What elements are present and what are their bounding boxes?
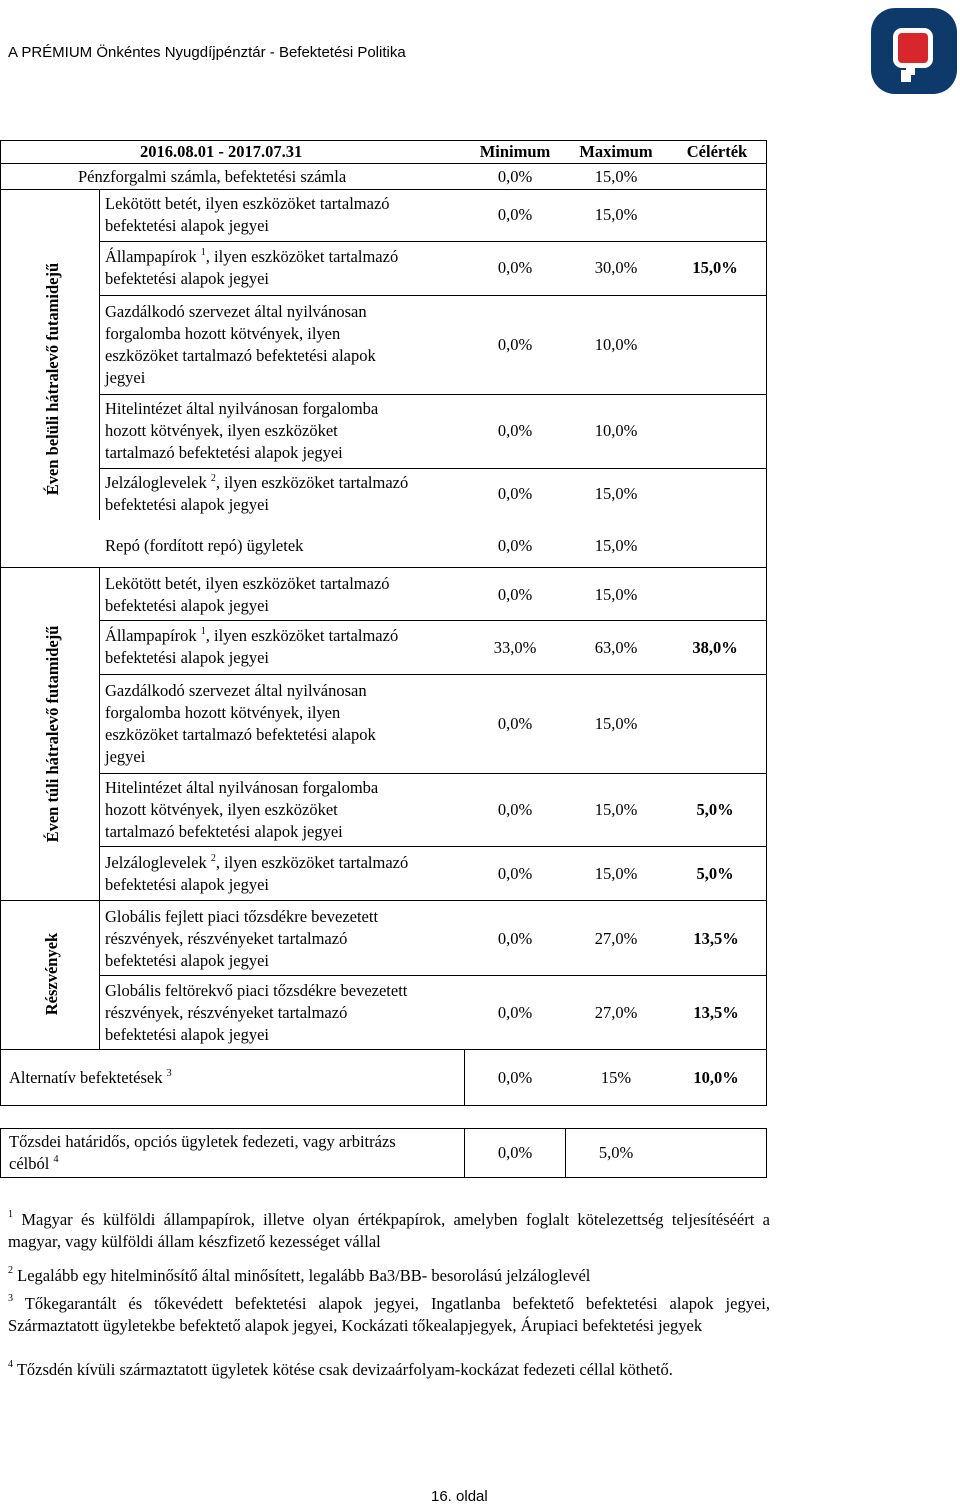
max-value: 15,0% [594, 800, 638, 819]
max-value: 15,0% [594, 484, 638, 503]
row-label-line: Tőzsdei határidős, opciós ügyletek fedezeti, vagy arbitrázs [9, 1132, 396, 1151]
footnote-ref: 1 [200, 247, 206, 258]
row-label-line: Lekötött betét, ilyen eszközöket tartalmazó [105, 574, 390, 593]
row-label-line: hozott kötvények, ilyen eszközöket [105, 421, 338, 440]
group-label-beyond-year: Éven túli hátralevő futamidejű [43, 625, 62, 843]
footnote-ref: 2 [210, 853, 216, 864]
target-value: 5,0% [696, 864, 734, 883]
max-value: 63,0% [594, 638, 638, 657]
row-label-line: forgalomba hozott kötvények, ilyen [105, 703, 341, 722]
group-label-shares: Részvények [42, 932, 61, 1016]
row-label-line: Hitelintézet által nyilvánosan forgalomba [105, 399, 379, 418]
target-value: 5,0% [696, 800, 734, 819]
footnote-ref: 3 [166, 1068, 172, 1079]
row-label-line: eszközöket tartalmazó befektetési alapok [105, 346, 376, 365]
max-value: 15,0% [594, 714, 638, 733]
min-value: 0,0% [497, 1068, 533, 1087]
target-value: 13,5% [693, 929, 739, 948]
min-value: 33,0% [493, 638, 537, 657]
min-value: 0,0% [497, 585, 533, 604]
row-label-line: Gazdálkodó szervezet által nyilvánosan [105, 302, 367, 321]
row-label-line: befektetési alapok jegyei [105, 216, 270, 235]
min-value: 0,0% [497, 205, 533, 224]
row-label-line: Globális feltörekvő piaci tőzsdékre bevezetett [105, 981, 408, 1000]
min-value: 0,0% [497, 864, 533, 883]
premium-logo [871, 8, 957, 94]
max-value: 30,0% [594, 258, 638, 277]
min-value: 0,0% [497, 714, 533, 733]
footnote: $^3$ Tőkegarantált és tőkevédett befektetési alapok jegyei, Ingatlanba befektető befektetési alapok jegyei, Származtatott ügyletekbe befektető alapok jegyei, Kockázati tőkealapjegyek, Árupiaci befektetési jegyek [8, 1293, 770, 1335]
maximum-header: Maximum [579, 142, 653, 161]
document-header-title: A PRÉMIUM Önkéntes Nyugdíjpénztár - Befektetési Politika [8, 44, 406, 61]
min-value: 0,0% [497, 167, 533, 186]
row-label-line: befektetési alapok jegyei [105, 648, 270, 667]
max-value: 15,0% [594, 536, 638, 555]
target-value: 38,0% [692, 638, 738, 657]
min-value: 0,0% [497, 421, 533, 440]
row-label-line: befektetési alapok jegyei [105, 1025, 270, 1044]
row-label-line: eszközöket tartalmazó befektetési alapok [105, 725, 376, 744]
row-label-line: részvények, részvényeket tartalmazó [105, 929, 348, 948]
row-label-line: jegyei [105, 747, 146, 766]
target-value: 15,0% [692, 258, 738, 277]
max-value: 15,0% [594, 205, 638, 224]
row-label-line: tartalmazó befektetési alapok jegyei [105, 443, 343, 462]
row-label-line: forgalomba hozott kötvények, ilyen [105, 324, 341, 343]
footnote: $^1$ Magyar és külföldi állampapírok, illetve olyan értékpapírok, amelyben foglalt kötelezettség teljesítéséért a magyar, vagy külföldi állam készfizető kezességet vállal [8, 1209, 770, 1251]
row-label-line: célból $^4$ [9, 1154, 59, 1173]
min-value: 0,0% [497, 929, 533, 948]
row-label-line: Globális fejlett piaci tőzsdékre bevezetett [105, 907, 379, 926]
max-value: 10,0% [594, 335, 638, 354]
row-label-line: befektetési alapok jegyei [105, 596, 270, 615]
max-value: 27,0% [594, 1003, 638, 1022]
max-value: 15% [600, 1068, 632, 1087]
row-label-line: hozott kötvények, ilyen eszközöket [105, 800, 338, 819]
min-value: 0,0% [497, 1143, 533, 1162]
row-label-line: befektetési alapok jegyei [105, 951, 270, 970]
target-header: Célérték [686, 142, 748, 161]
target-value: 10,0% [693, 1068, 739, 1087]
row-label-line: részvények, részvényeket tartalmazó [105, 1003, 348, 1022]
min-value: 0,0% [497, 258, 533, 277]
page-number: 16. oldal [431, 1488, 488, 1505]
period-header: 2016.08.01 - 2017.07.31 [140, 142, 303, 161]
row-label-line: Állampapírok $^1$, ilyen eszközöket tartalmazó [105, 626, 399, 645]
footnote-ref: 4 [53, 1154, 59, 1165]
row-label-line: tartalmazó befektetési alapok jegyei [105, 822, 343, 841]
footnote-ref: 1 [200, 626, 206, 637]
row-label: Repó (fordított repó) ügyletek [105, 536, 304, 555]
row-label-line: Hitelintézet által nyilvánosan forgalomba [105, 778, 379, 797]
max-value: 15,0% [594, 167, 638, 186]
min-value: 0,0% [497, 1003, 533, 1022]
row-label: Pénzforgalmi számla, befektetési számla [78, 167, 347, 186]
max-value: 27,0% [594, 929, 638, 948]
footnote: $^4$ Tőzsdén kívüli származtatott ügyletek kötése csak devizaárfolyam-kockázat fedezeti céllal köthető. [8, 1359, 673, 1379]
row-label-line: Lekötött betét, ilyen eszközöket tartalmazó [105, 194, 390, 213]
row-label-line: befektetési alapok jegyei [105, 875, 270, 894]
min-value: 0,0% [497, 536, 533, 555]
max-value: 5,0% [598, 1143, 634, 1162]
footnote-ref: 2 [210, 473, 216, 484]
min-value: 0,0% [497, 335, 533, 354]
max-value: 15,0% [594, 864, 638, 883]
minimum-header: Minimum [479, 142, 551, 161]
row-label-line: jegyei [105, 368, 146, 387]
row-label-line: Jelzáloglevelek $^2$, ilyen eszközöket tartalmazó [105, 853, 409, 872]
max-value: 15,0% [594, 585, 638, 604]
target-value: 13,5% [693, 1003, 739, 1022]
footnote: $^2$ Legalább egy hitelminősítő által minősített, legalább Ba3/BB- besorolású jelzáloglevél [8, 1265, 591, 1285]
max-value: 10,0% [594, 421, 638, 440]
row-label: Alternatív befektetések $^3$ [9, 1068, 172, 1087]
min-value: 0,0% [497, 484, 533, 503]
row-label-line: Állampapírok $^1$, ilyen eszközöket tartalmazó [105, 247, 399, 266]
row-label-line: Jelzáloglevelek $^2$, ilyen eszközöket tartalmazó [105, 473, 409, 492]
row-label-line: befektetési alapok jegyei [105, 269, 270, 288]
min-value: 0,0% [497, 800, 533, 819]
group-label-within-year: Éven belüli hátralevő futamidejű [43, 262, 62, 496]
row-label-line: befektetési alapok jegyei [105, 495, 270, 514]
row-label-line: Gazdálkodó szervezet által nyilvánosan [105, 681, 367, 700]
